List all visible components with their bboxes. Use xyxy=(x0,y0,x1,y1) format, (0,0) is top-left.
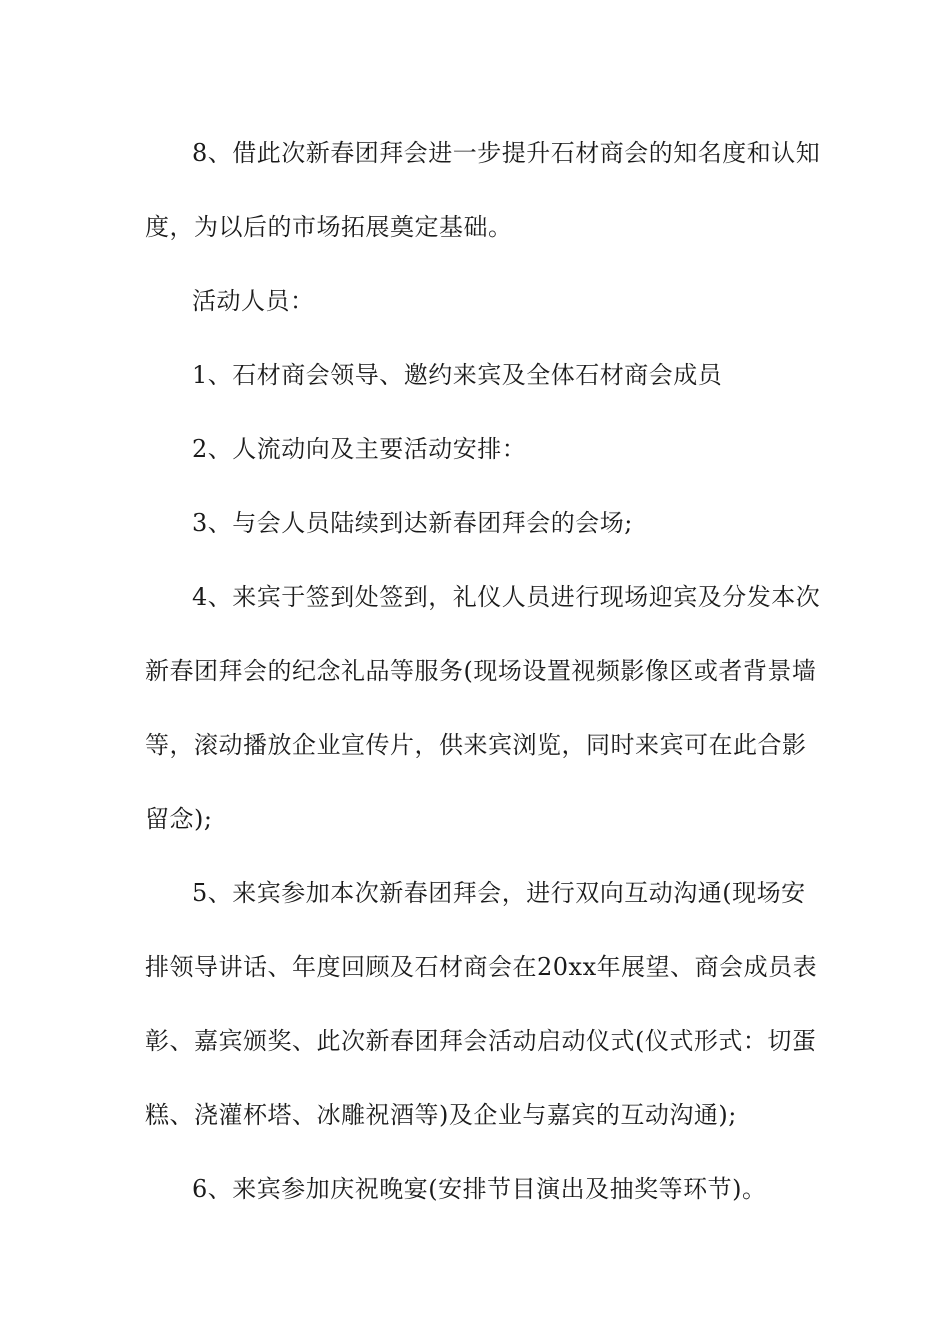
list-item-5-line-1: 5、来宾参加本次新春团拜会，进行双向互动沟通(现场安 xyxy=(192,879,806,907)
list-item-1: 1、石材商会领导、邀约来宾及全体石材商会成员 xyxy=(192,361,723,389)
list-item-5-line-3: 彰、嘉宾颁奖、此次新春团拜会活动启动仪式(仪式形式：切蛋 xyxy=(145,1027,817,1055)
list-item-4-line-2: 新春团拜会的纪念礼品等服务(现场设置视频影像区或者背景墙 xyxy=(145,657,817,685)
list-item-4-line-4: 留念); xyxy=(145,805,213,833)
list-item-5-line-4: 糕、浇灌杯塔、冰雕祝酒等)及企业与嘉宾的互动沟通); xyxy=(145,1101,737,1129)
list-item-6: 6、来宾参加庆祝晚宴(安排节目演出及抽奖等环节)。 xyxy=(192,1175,767,1203)
list-item-4-line-3: 等，滚动播放企业宣传片，供来宾浏览，同时来宾可在此合影 xyxy=(145,731,807,759)
paragraph-item-8-line-2: 度，为以后的市场拓展奠定基础。 xyxy=(145,213,513,241)
list-item-4-line-1: 4、来宾于签到处签到，礼仪人员进行现场迎宾及分发本次 xyxy=(192,583,821,611)
list-item-2: 2、人流动向及主要活动安排： xyxy=(192,435,527,463)
list-item-3: 3、与会人员陆续到达新春团拜会的会场; xyxy=(192,509,633,537)
paragraph-item-8-line-1: 8、借此次新春团拜会进一步提升石材商会的知名度和认知 xyxy=(192,139,821,167)
section-heading-participants: 活动人员： xyxy=(192,287,315,315)
list-item-5-line-2: 排领导讲话、年度回顾及石材商会在20xx年展望、商会成员表 xyxy=(145,953,818,981)
